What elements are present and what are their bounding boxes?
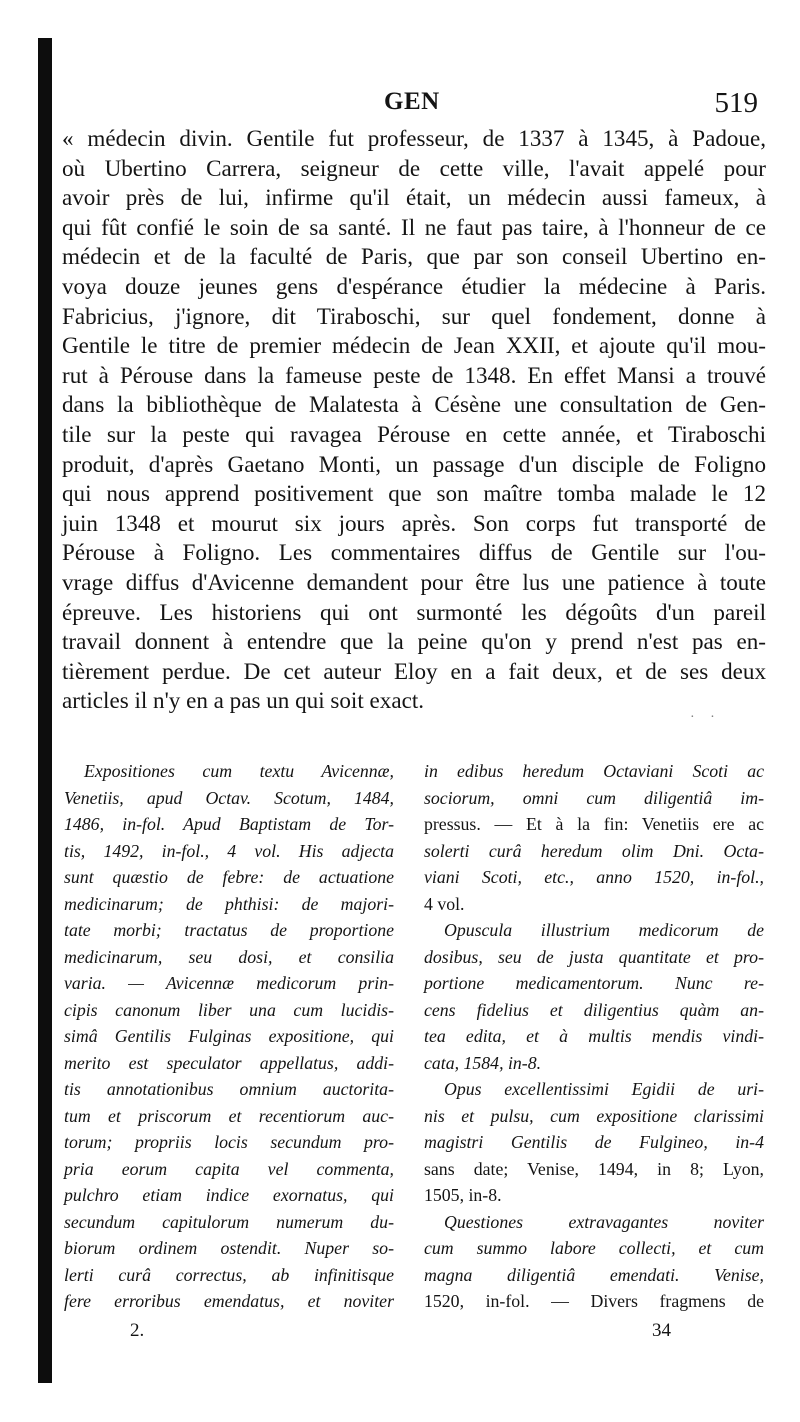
bib-line: secundum capitulorum numerum du- [64, 1211, 394, 1232]
signature-mark-left: 2. [130, 1320, 145, 1341]
bib-line: torum; propriis locis secundum pro- [64, 1132, 394, 1152]
bib-line: 1486, in-fol. Apud Baptistam de Tor- [64, 814, 394, 834]
bib-line: sunt quæstio de febre: de actuatione [64, 867, 394, 887]
page-number: 519 [714, 87, 758, 119]
text-line: travail donnent à entendre que la peine qu'on y prend n'est pas en- [62, 628, 766, 655]
text-line: Pérouse à Foligno. Les commentaires diffus de Gentile sur l'ou- [62, 539, 766, 566]
text-line: qui nous apprend positivement que son maître tomba malade le 12 [62, 480, 766, 507]
bib-line: tate morbi; tractatus de proportione [64, 920, 394, 940]
running-title: GEN [384, 88, 440, 115]
bib-line: Questiones extravagantes noviter [444, 1211, 764, 1232]
bib-line: in edibus heredum Octaviani Scoti ac [424, 761, 764, 781]
bibliography-column-right [424, 758, 764, 1315]
text-line: articles il n'y en a pas un qui soit exact. [62, 687, 425, 714]
bib-line: Venetiis, apud Octav. Scotum, 1484, [64, 787, 394, 808]
bib-line: dosibus, seu de justa quantitate et pro- [424, 946, 764, 967]
bib-line: cens fidelius et diligentius quàm an- [424, 999, 764, 1020]
bib-line: 4 vol. [424, 893, 465, 914]
bibliography-column-left [64, 758, 394, 1315]
bib-line: tum et priscorum et recentiorum auc- [64, 1105, 394, 1126]
main-text [62, 124, 766, 716]
text-line: vrage diffus d'Avicenne demandent pour être lus une patience à toute [62, 568, 766, 595]
bib-line: lerti curâ correctus, ab infinitisque [64, 1264, 394, 1285]
bib-line: tea edita, et à multis mendis vindi- [424, 1026, 764, 1046]
bib-line: 1520, in-fol. — Divers fragmens de [424, 1291, 764, 1311]
print-specks: · · [690, 710, 721, 725]
bib-line: sans date; Venise, 1494, in 8; Lyon, [424, 1158, 764, 1179]
bib-line: tis annotationibus omnium auctorita- [64, 1079, 394, 1099]
text-line: juin 1348 et mourut six jours après. Son corps fut transporté de [62, 509, 766, 536]
text-line: tièrement perdue. De cet auteur Eloy en a fait deux, et de ses deux [62, 657, 766, 684]
bib-line: pressus. — Et à la fin: Venetiis ere ac [424, 814, 764, 834]
bib-line: Opus excellentissimi Egidii de uri- [444, 1079, 764, 1099]
bib-line: Expositiones cum textu Avicennæ, [84, 761, 394, 781]
bib-line: tis, 1492, in-fol., 4 vol. His adjecta [64, 840, 394, 861]
bib-line: merito est speculator appellatus, addi- [64, 1052, 394, 1073]
bib-line: cum summo labore collecti, et cum [424, 1238, 764, 1258]
text-line: « médecin divin. Gentile fut professeur, de 1337 à 1345, à Padoue, [62, 125, 766, 151]
text-line: Fabricius, j'ignore, dit Tiraboschi, sur quel fondement, donne à [62, 302, 766, 329]
bib-line: simâ Gentilis Fulginas expositione, qui [64, 1026, 394, 1046]
text-line: rut à Pérouse dans la fameuse peste de 1348. En effet Mansi a trouvé [62, 361, 766, 388]
bib-line: cipis canonum liber una cum lucidis- [64, 999, 394, 1020]
bib-line: Opuscula illustrium medicorum de [444, 920, 764, 940]
bib-line: 1505, in-8. [424, 1185, 502, 1205]
bib-line: portione medicamentorum. Nunc re- [424, 973, 764, 993]
bib-line: pulchro etiam indice exornatus, qui [64, 1185, 394, 1205]
page-header [62, 88, 766, 128]
text-line: où Ubertino Carrera, seigneur de cette ville, l'avait appelé pour [62, 154, 766, 181]
bib-line: magistri Gentilis de Fulgineo, in-4 [424, 1132, 764, 1152]
text-line: avoir près de lui, infirme qu'il était, un médecin aussi fameux, à [62, 184, 766, 211]
bib-line: cata, 1584, in-8. [424, 1052, 542, 1073]
text-line: qui fût confié le soin de sa santé. Il ne faut pas taire, à l'honneur de ce [62, 213, 766, 240]
text-line: médecin et de la faculté de Paris, que par son conseil Ubertino en- [62, 243, 766, 270]
bib-line: biorum ordinem ostendit. Nuper so- [64, 1238, 394, 1258]
page-edge-shadow [38, 38, 52, 1383]
bib-line: sociorum, omni cum diligentiâ im- [424, 787, 764, 808]
bib-line: magna diligentiâ emendati. Venise, [424, 1264, 764, 1285]
text-line: voya douze jeunes gens d'espérance étudier la médecine à Paris. [62, 272, 766, 299]
bib-line: medicinarum, seu dosi, et consilia [64, 946, 394, 967]
bib-line: varia. — Avicennæ medicorum prin- [64, 973, 394, 993]
text-line: produit, d'après Gaetano Monti, un passage d'un disciple de Foligno [62, 450, 766, 477]
text-line: dans la bibliothèque de Malatesta à Césène une consultation de Gen- [62, 391, 766, 418]
bib-line: viani Scoti, etc., anno 1520, in-fol., [424, 867, 764, 887]
text-line: Gentile le titre de premier médecin de Jean XXII, et ajoute qu'il mou- [62, 332, 766, 359]
bib-line: nis et pulsu, cum expositione clarissimi [424, 1105, 764, 1126]
text-line: tile sur la peste qui ravagea Pérouse en cette année, et Tiraboschi [62, 420, 766, 447]
bib-line: medicinarum; de phthisi: de majori- [64, 893, 394, 914]
text-line: épreuve. Les historiens qui ont surmonté les dégoûts d'un pareil [62, 598, 766, 625]
bib-line: fere erroribus emendatus, et noviter [64, 1291, 394, 1311]
bib-line: pria eorum capita vel commenta, [64, 1158, 394, 1179]
signature-mark-right: 34 [652, 1320, 671, 1341]
bib-line: solerti curâ heredum olim Dni. Octa- [424, 840, 764, 861]
